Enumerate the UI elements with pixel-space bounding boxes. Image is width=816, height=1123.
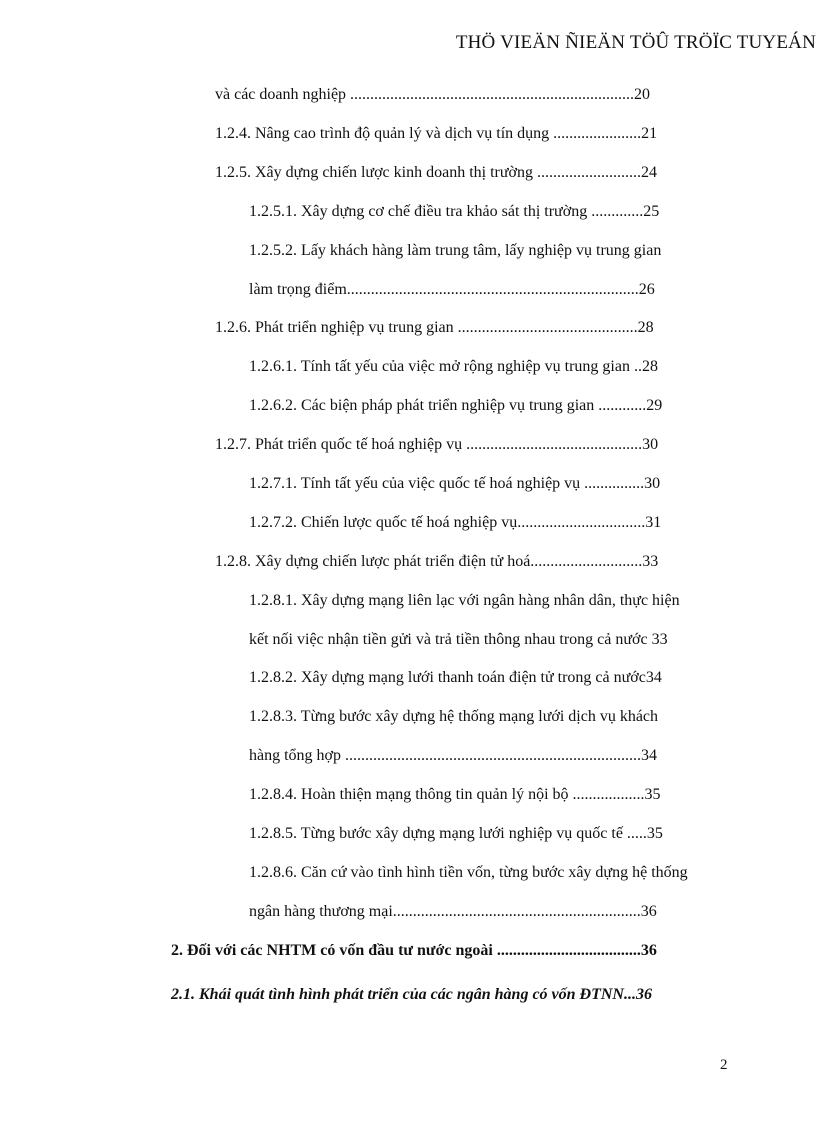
toc-entry: 1.2.5. Xây dựng chiến lược kinh doanh thị trường ..........................24 <box>215 164 657 181</box>
toc-entry: 1.2.7. Phát triển quốc tế hoá nghiệp vụ ............................................30 <box>215 436 659 453</box>
toc-entry: làm trọng điểm.........................................................................26 <box>249 281 655 298</box>
toc-entry: 1.2.7.1. Tính tất yếu của việc quốc tế hoá nghiệp vụ ...............30 <box>249 475 661 492</box>
page-header: THÖ VIEÄN ÑIEÄN TÖÛ TRÖÏC TUYEÁN <box>455 32 816 53</box>
toc-subsection-heading: 2.1. Khái quát tình hình phát triển của các ngân hàng có vốn ĐTNN...36 <box>171 986 652 1003</box>
toc-section-heading: 2. Đối với các NHTM có vốn đầu tư nước ngoài ....................................36 <box>171 942 657 959</box>
toc-entry: 1.2.8.6. Căn cứ vào tình hình tiền vốn, từng bước xây dựng hệ thống <box>249 864 688 881</box>
toc-entry: ngân hàng thương mại..............................................................36 <box>249 903 657 920</box>
toc-entry: 1.2.6. Phát triển nghiệp vụ trung gian .............................................28 <box>215 319 654 336</box>
toc-entry: và các doanh nghiệp .......................................................................20 <box>215 86 651 103</box>
toc-entry: hàng tổng hợp ..........................................................................34 <box>249 747 658 764</box>
toc-entry: 1.2.5.2. Lấy khách hàng làm trung tâm, lấy nghiệp vụ trung gian <box>249 242 662 259</box>
toc-entry: 1.2.8.1. Xây dựng mạng liên lạc với ngân hàng nhân dân, thực hiện <box>249 592 680 609</box>
toc-entry: 1.2.7.2. Chiến lược quốc tế hoá nghiệp vụ................................31 <box>249 514 662 531</box>
page-number: 2 <box>720 1057 728 1073</box>
toc-entry: kết nối việc nhận tiền gửi và trả tiền thông nhau trong cả nước 33 <box>249 631 668 648</box>
toc-entry: 1.2.6.1. Tính tất yếu của việc mở rộng nghiệp vụ trung gian ..28 <box>249 358 658 375</box>
toc-entry: 1.2.8.5. Từng bước xây dựng mạng lưới nghiệp vụ quốc tế .....35 <box>249 825 663 842</box>
toc-entry: 1.2.5.1. Xây dựng cơ chế điều tra khảo sát thị trường .............25 <box>249 203 660 220</box>
toc-entry: 1.2.8.3. Từng bước xây dựng hệ thống mạng lưới dịch vụ khách <box>249 708 659 725</box>
toc-entry: 1.2.4. Nâng cao trình độ quản lý và dịch vụ tín dụng ......................21 <box>215 125 658 142</box>
toc-entry: 1.2.8. Xây dựng chiến lược phát triển điện tử hoá............................33 <box>215 553 659 570</box>
toc-entry: 1.2.8.2. Xây dựng mạng lưới thanh toán điện tử trong cả nước34 <box>249 669 662 686</box>
toc-entry: 1.2.8.4. Hoàn thiện mạng thông tin quản lý nội bộ ..................35 <box>249 786 661 803</box>
toc-entry: 1.2.6.2. Các biện pháp phát triển nghiệp vụ trung gian ............29 <box>249 397 663 414</box>
